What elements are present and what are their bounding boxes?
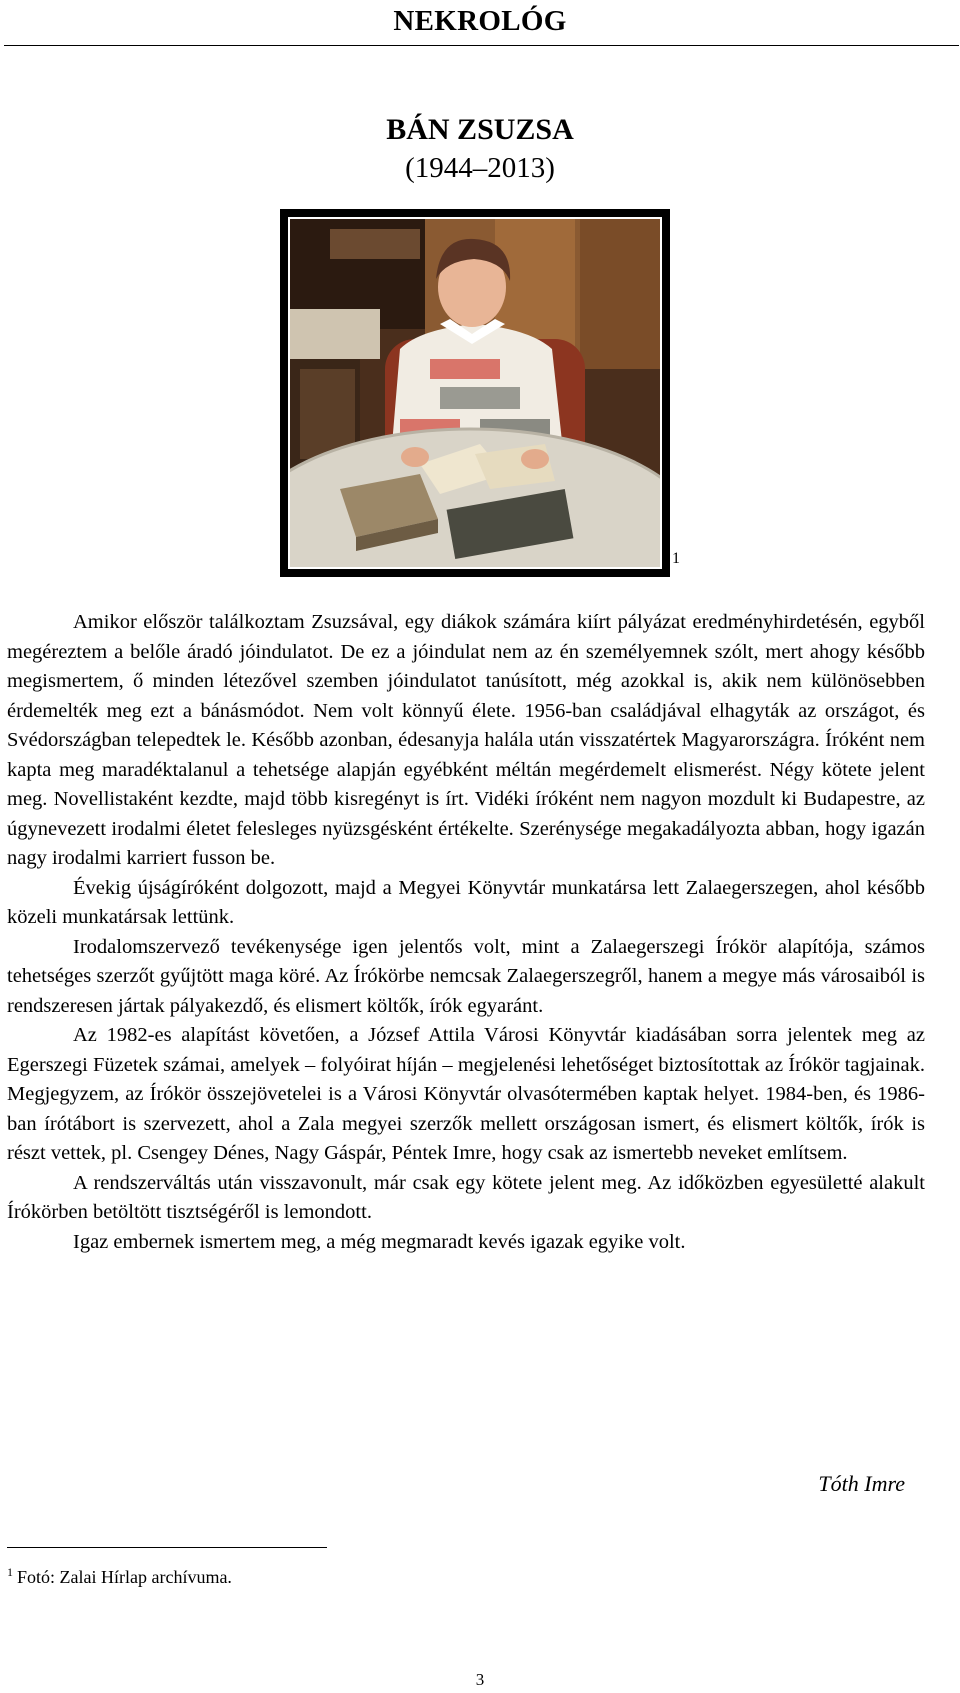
photo-footnote-marker: 1	[672, 550, 680, 567]
body-paragraph: A rendszerváltás után visszavonult, már csak egy kötete jelent meg. Az időközben egyesületté alakult Írókörben betöltött tisztségéről is lemondott.	[7, 1171, 925, 1223]
portrait-photo	[288, 217, 662, 569]
body-paragraph: Irodalomszervező tevékenysége igen jelentős volt, mint a Zalaegerszegi Írókör alapítója, számos tehetséges szerzőt gyűjtött maga köré. Az Írókörbe nemcsak Zalaegerszegről, hanem a megye más városaiból is rendszeresen jártak pályakezdő, és elismert költők, írók egyaránt.	[7, 935, 925, 1017]
author-signature: Tóth Imre	[818, 1471, 905, 1496]
body-paragraph: Évekig újságíróként dolgozott, majd a Megyei Könyvtár munkatársa lett Zalaegerszegen, ahol később közeli munkatársak lettünk.	[7, 876, 925, 928]
portrait-photo-frame	[280, 209, 670, 577]
header-divider	[4, 45, 959, 46]
obituary-name: BÁN ZSUZSA	[386, 113, 574, 146]
page-number: 3	[475, 1670, 485, 1689]
portrait-photo-illustration	[290, 219, 660, 567]
obituary-body	[7, 608, 925, 1257]
body-paragraph: Amikor először találkoztam Zsuzsával, egy diákok számára kiírt pályázat eredményhirdetésén, egyből megéreztem a belőle áradó jóindulatot. De ez a jóindulat nem az én személyemnek szólt, mert ahogy később megismertem, ő minden létezővel szemben jóindulatot tanúsított, még azokkal is, akik nem különösebben érdemelték meg ezt a bánásmódot. Nem volt könnyű élete. 1956-ban családjával elhagyták az országot, és Svédországban telepedtek le. Később azonban, édesanyja halála után visszatértek Magyarországra. Íróként nem kapta meg maradéktalanul a tehetsége alapján egyébként méltán megérdemelt elismerést. Négy kötete jelent meg. Novellistaként kezdte, majd több kisregényt is írt. Vidéki íróként nem nagyon mozdult ki Budapestre, az úgynevezett irodalmi életet felesleges nyüzsgésként értékelte. Szerénysége megakadályozta abban, hogy igazán nagy irodalmi karriert fusson be.	[7, 611, 925, 869]
footnote-divider	[7, 1547, 327, 1548]
obituary-years: (1944–2013)	[405, 152, 555, 184]
footnote	[7, 1560, 232, 1589]
body-paragraph: Igaz embernek ismertem meg, a még megmaradt kevés igazak egyike volt.	[73, 1230, 686, 1253]
footnote-text: Fotó: Zalai Hírlap archívuma.	[17, 1567, 232, 1587]
footnote-number: 1	[7, 1565, 13, 1579]
body-paragraph: Az 1982-es alapítást követően, a József Attila Városi Könyvtár kiadásában sorra jelentek meg az Egerszegi Füzetek számai, amelyek – folyóirat híján – megjelenési lehetőséget biztosítottak az Írókör tagjainak. Megjegyzem, az Írókör összejövetelei is a Városi Könyvtár olvasótermében kaptak helyet. 1984-ben, és 1986-ban írótábort is szervezett, ahol a Zala megyei szerzők mellett országosan ismert, és elismert költők, írók is részt vettek, pl. Csengey Dénes, Nagy Gáspár, Péntek Imre, hogy csak az ismertebb neveket említsem.	[7, 1024, 925, 1164]
section-title: NEKROLÓG	[393, 5, 567, 37]
